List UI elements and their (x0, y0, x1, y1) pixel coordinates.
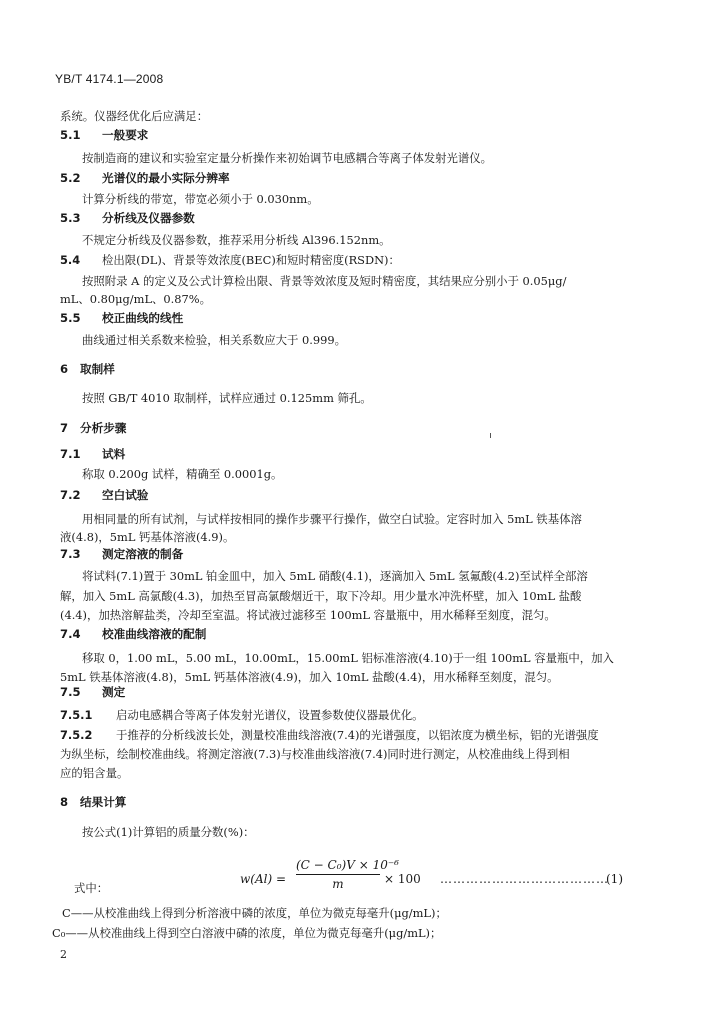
paragraph-line: 移取 0，1.00 mL，5.00 mL，10.00mL，15.00mL 铝标准溶液(4.10)于一组 100mL 容量瓶中，加入 (82, 651, 614, 665)
document-id: YB/T 4174.1—2008 (55, 72, 164, 86)
section-heading-8 (60, 794, 126, 810)
section-number: 8 (60, 795, 69, 809)
paragraph-line: 不规定分析线及仪器参数，推荐采用分析线 Al396.152nm。 (82, 233, 391, 247)
section-title: 测定溶液的制备 (102, 547, 184, 561)
section-number: 5.1 (60, 128, 81, 142)
section-title: 取制样 (80, 362, 115, 376)
paragraph-line: 解，加入 5mL 高氯酸(4.3)，加热至冒高氯酸烟近干，取下冷却。用少量水冲洗杯壁，加入 10mL 盐酸 (60, 589, 582, 603)
section-number: 7.5 (60, 685, 81, 699)
section-heading-7-3 (60, 546, 183, 562)
formula-denominator: m (332, 877, 344, 891)
section-number: 7.2 (60, 488, 81, 502)
paragraph-line: 式中： (74, 881, 109, 895)
section-title: 分析步骤 (80, 421, 127, 435)
paragraph-line: 称取 0.200g 试样，精确至 0.0001g。 (82, 467, 283, 481)
section-number: 7.4 (60, 627, 81, 641)
page-number: 2 (60, 948, 67, 961)
subsection-7-5-2 (60, 727, 599, 743)
formula-lhs: w(Al) = (240, 872, 287, 886)
section-number: 7.5.1 (60, 708, 93, 722)
section-heading-7 (60, 420, 126, 436)
formula-multiplier: × 100 (384, 872, 421, 886)
section-title: 一般要求 (102, 128, 149, 142)
section-heading-7-2 (60, 487, 148, 503)
section-number: 5.2 (60, 171, 81, 185)
subsection-7-5-1 (60, 707, 424, 723)
paragraph-line: 曲线通过相关系数来检验，相关系数应大于 0.999。 (82, 333, 347, 347)
section-heading-5-4 (60, 252, 400, 268)
paragraph-line: mL、0.80μg/mL、0.87%。 (60, 292, 211, 306)
section-heading-5-5 (60, 310, 183, 326)
section-number: 7.1 (60, 447, 81, 461)
paragraph-line: 应的铝含量。 (60, 766, 129, 780)
section-number: 7 (60, 421, 69, 435)
paragraph-line: 计算分析线的带宽，带宽必须小于 0.030nm。 (82, 192, 319, 206)
paragraph-line: 液(4.8)，5mL 钙基体溶液(4.9)。 (60, 530, 235, 544)
definition-line: C₀——从校准曲线上得到空白溶液中磷的浓度，单位为微克每毫升(μg/mL)； (52, 926, 442, 940)
section-number: 5.4 (60, 253, 81, 267)
section-number: 5.3 (60, 211, 81, 225)
section-title: 空白试验 (102, 488, 149, 502)
section-title: 分析线及仪器参数 (102, 211, 195, 225)
paragraph-line: 用相同量的所有试剂，与试样按相同的操作步骤平行操作，做空白试验。定容时加入 5mL 铁基体溶 (82, 512, 582, 526)
section-title: 试料 (102, 447, 126, 461)
paragraph-line: 按公式(1)计算铝的质量分数(%)： (82, 825, 255, 839)
paragraph-line: 为纵坐标，绘制校准曲线。将测定溶液(7.3)与校准曲线溶液(7.4)同时进行测定，从校准曲线上得到相 (60, 747, 570, 761)
section-heading-7-1 (60, 446, 125, 462)
equation-number: (1) (606, 872, 623, 886)
section-heading-5-1 (60, 127, 148, 143)
section-heading-7-4 (60, 626, 206, 642)
section-title: 结果计算 (80, 795, 127, 809)
paragraph-line: 按照 GB/T 4010 取制样，试样应通过 0.125mm 筛孔。 (82, 391, 372, 405)
section-heading-7-5 (60, 684, 125, 700)
paragraph-line: 按制造商的建议和实验室定量分析操作来初始调节电感耦合等离子体发射光谱仪。 (82, 151, 493, 165)
section-number: 6 (60, 362, 69, 376)
formula-numerator: (C − C₀)V × 10⁻⁶ (296, 858, 380, 875)
formula-fraction (296, 858, 399, 891)
paragraph-line: 系统。仪器经优化后应满足： (60, 109, 209, 123)
section-title: 校正曲线的线性 (102, 311, 184, 325)
section-title: 检出限(DL)、背景等效浓度(BEC)和短时精密度(RSDN)： (102, 253, 400, 267)
paragraph-line: 于推荐的分析线波长处，测量校准曲线溶液(7.4)的光谱强度，以铝浓度为横坐标，铝的光谱强度 (116, 728, 599, 742)
section-number: 7.3 (60, 547, 81, 561)
scan-mark (490, 433, 491, 438)
paragraph-line: 将试料(7.1)置于 30mL 铂金皿中，加入 5mL 硝酸(4.1)，逐滴加入 5mL 氢氟酸(4.2)至试样全部溶 (82, 569, 588, 583)
section-title: 校准曲线溶液的配制 (102, 627, 207, 641)
paragraph-line: 启动电感耦合等离子体发射光谱仪，设置参数使仪器最优化。 (116, 708, 424, 722)
paragraph-line: 5mL 铁基体溶液(4.8)，5mL 钙基体溶液(4.9)，加入 10mL 盐酸(4.4)，用水稀释至刻度，混匀。 (60, 670, 559, 684)
definition-line: C——从校准曲线上得到分析溶液中磷的浓度，单位为微克每毫升(μg/mL)； (62, 906, 447, 920)
section-heading-5-3 (60, 210, 195, 226)
section-number: 5.5 (60, 311, 81, 325)
section-number: 7.5.2 (60, 728, 93, 742)
formula-leader-dots: ………………………………… (440, 872, 609, 886)
section-heading-6 (60, 361, 115, 377)
section-title: 光谱仪的最小实际分辨率 (102, 171, 230, 185)
paragraph-line: (4.4)，加热溶解盐类，冷却至室温。将试液过滤移至 100mL 容量瓶中，用水稀释至刻度，混匀。 (60, 608, 556, 622)
section-heading-5-2 (60, 170, 230, 186)
paragraph-line: 按照附录 A 的定义及公式计算检出限、背景等效浓度及短时精密度，其结果应分别小于 0.05μg/ (82, 274, 567, 288)
section-title: 测定 (102, 685, 126, 699)
